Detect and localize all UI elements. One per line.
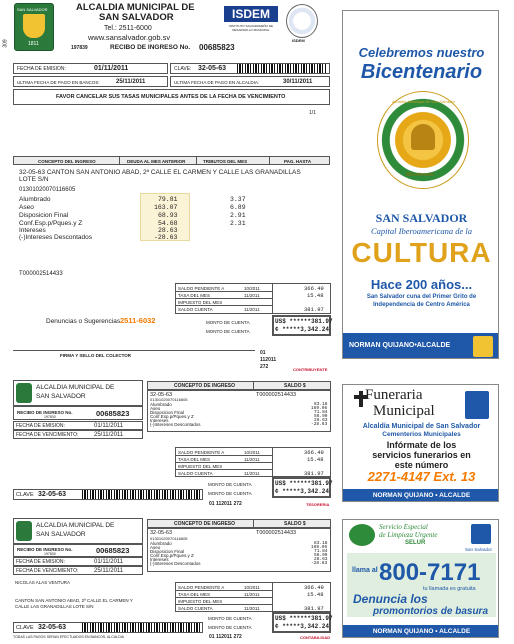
stub-monto-box: US$ ******381.97 ¢ *****3,342.24 — [272, 477, 331, 498]
stub-monto-label-2: MONTO DE CUENTA — [208, 491, 252, 496]
stub-key-box: CLAVE 32-05-63 — [13, 622, 203, 633]
office-pay-date-box: ULTIMA FECHA DE PAGO EN ALCALDIA: 30/11/2011 — [170, 76, 330, 87]
bank-pay-date-box: ULTIMA FECHA DE PAGO EN BANCOS: 25/11/2011 — [13, 76, 168, 87]
ad-capital-line: Capital Iberoamericana de la — [371, 226, 472, 236]
monto-box: US$ ******381.97 ¢ *****3,342.24 — [272, 315, 331, 336]
receipt-number: 00685823 — [199, 43, 235, 52]
ad-phone: 2271-4147 Ext. 13 — [367, 469, 476, 484]
header-phone: Tel.: 2511-6000 — [104, 25, 152, 32]
side-label: 309 — [2, 39, 9, 48]
ad-free-note: tu llamada es gratuita — [423, 586, 476, 592]
stub-barcode — [82, 490, 200, 499]
stamp-line-2: 112011 — [260, 357, 277, 363]
summary-box: SALDO PENDIENTE A 10/2011 366.49 TASA DEL MES 11/2011 15.48 IMPUESTO DEL MES SALDO CUENTA 11/2011 381.97 — [175, 283, 331, 314]
ad-cradle-line1: San Salvador cuna del Primer Grito de — [366, 294, 477, 300]
complaints-number: 2511-6032 — [120, 316, 156, 325]
complaints-label: Denuncias o Sugerencias — [46, 318, 121, 325]
stub-key-box: CLAVE 32-05-63 — [13, 489, 203, 500]
stub-concept-header: CONCEPTO DE INGRESO SALDO $ — [147, 519, 331, 528]
stub-emission-box: FECHA DE EMISION: 01/11/2011 — [13, 557, 143, 566]
ad-title-line2: Municipal — [373, 403, 435, 419]
ad-subtitle-line1: Alcaldía Municipal de San Salvador — [362, 423, 481, 430]
monto-label-2: MONTO DE CUENTA — [206, 329, 250, 334]
national-seal-logo — [286, 4, 318, 38]
ad-call-label: llama al — [352, 567, 378, 574]
header-barcode — [237, 64, 327, 73]
stub-stamp-line: 01 112011 272 — [209, 634, 242, 640]
ad-service-line1: Servicio Especial — [379, 523, 428, 531]
copy-label: CONTABILIDAD — [300, 635, 331, 640]
ref-number: 197839 — [71, 45, 88, 51]
owner-name: NICOLAS ALAS VENTURA — [15, 580, 71, 585]
header-title-line2: SAN SALVADOR — [99, 12, 174, 23]
isdem-logo: ISDEM INSTITUTO SALVADOREÑO DE DESARROLLO MUNICIPAL — [222, 6, 280, 34]
bicentenario-medal: Alcaldía Municipal de San Salvador Bicentenario — [377, 91, 469, 189]
ad-info-line3: este número — [394, 460, 449, 470]
concept-row: (-)Intereses Descontados — [19, 234, 92, 241]
stub-summary-box: SALDO PENDIENTE A 10/2011 366.49 TASA DEL MES 11/2011 15.48 IMPUESTO DEL MES SALDO CUENTA 11/2011 381.97 — [175, 582, 331, 612]
key-box: CLAVE: 32-05-63 — [170, 63, 330, 74]
ad-subtitle-line2: Cementerios Municipales — [382, 431, 461, 438]
signature-label: FIRMA Y SELLO DEL COLECTOR — [60, 353, 132, 358]
stub-due-box: FECHA DE VENCIMIENTO: 25/11/2011 — [13, 566, 143, 575]
stub-header-box: ALCALDIA MUNICIPAL DE SAN SALVADOR — [13, 518, 143, 544]
stamp-line-1: 01 — [260, 350, 266, 356]
stub-header-box: ALCALDIA MUNICIPAL DE SAN SALVADOR — [13, 380, 143, 406]
ad-culture: CULTURA — [351, 237, 492, 268]
stub-stamp-line: 01 112011 272 — [209, 501, 242, 507]
municipal-seal-icon — [471, 524, 491, 544]
stub-receipt-box: RECIBO DE INGRESO No. 197830 00685823 — [13, 406, 143, 420]
selur-logo — [349, 524, 375, 546]
ad-years: Hace 200 años... — [370, 277, 473, 292]
ad-service-line2: de Limpieza Urgente — [379, 531, 438, 539]
header-title-line1: ALCALDIA MUNICIPAL DE — [76, 2, 195, 13]
stub-summary-box: SALDO PENDIENTE A 10/2011 366.49 TASA DEL MES 11/2011 15.48 IMPUESTO DEL MES SALDO CUENTA 11/2011 381.97 — [175, 447, 331, 477]
ad-footer-bar: NORMAN QUIJANO • ALCALDE — [343, 625, 499, 638]
ad-footer-bar: NORMAN QUIJANO • ALCALDE — [343, 489, 499, 502]
receipt-label: RECIBO DE INGRESO No. — [110, 44, 191, 51]
cross-icon — [359, 391, 363, 407]
ad-title-line1: Funeraria — [365, 387, 423, 403]
barcode-number: T000002514433 — [19, 271, 63, 277]
concept-row: Disposicion Final — [19, 212, 69, 219]
owner-address-2: CALLE LAS GRANADILLAS LOTE S/N — [15, 604, 94, 609]
stub-emission-box: FECHA DE EMISION: 01/11/2011 — [13, 421, 143, 430]
header-website: www.sansalvador.gob.sv — [88, 33, 171, 42]
stub-due-box: FECHA DE VENCIMIENTO: 25/11/2011 — [13, 430, 143, 439]
owner-address-1: CANTON SAN ANTONIO ABAD, 2ª CALLE EL CARMEN Y — [15, 598, 133, 603]
ad-report-line2: promontorios de basura — [373, 606, 489, 617]
ad-brand: San Salvador — [465, 547, 493, 552]
copy-label: TESORERIA — [306, 502, 330, 507]
municipal-seal-icon — [465, 391, 489, 419]
ad-headline-line1: Celebremos nuestro — [358, 45, 485, 60]
concept-row: Intereses — [19, 227, 46, 234]
ad-headline-line2: Bicentenario — [360, 61, 483, 83]
ad-report-line1: Denuncia los — [353, 592, 428, 606]
isdem-seal-label: ISDEM — [292, 38, 305, 43]
concept-row: Aseo — [19, 204, 34, 211]
concept-row: Conf.Esp.p/Pques.y Z — [19, 220, 83, 227]
stub-monto-label-2: MONTO DE CUENTA — [208, 625, 252, 630]
municipal-seal-logo: SAN SALVADOR 1811 — [14, 3, 54, 51]
ad-phone: 800-7171 — [379, 559, 481, 586]
ad-info-line2: servicios funerarios en — [372, 450, 471, 460]
notice-box: FAVOR CANCELAR SUS TASAS MUNICIPALES ANTES DE LA FECHA DE VENCIMIENTO — [13, 89, 330, 105]
stub-concept-body: 32-05-63 01301020070116605 Alumbrado Aseo Disposicion Final Conf.Esp.p/Pques.y Z Intereses (-)Intereses Descontados T000002514433 83.18 169.96 71.84 56.99 28.63 -28.63 — [147, 390, 331, 432]
signature-line — [13, 350, 255, 351]
property-line-2: LOTE S/N — [19, 176, 49, 183]
ad-footer-bar: NORMAN QUIJANO•ALCALDE — [343, 333, 499, 359]
property-line-1: 32-05-63 CANTON SAN ANTONIO ABAD, 2ª CALLE EL CARMEN Y CALLE LAS GRANADILLAS — [19, 169, 301, 176]
municipal-seal-icon — [16, 383, 32, 403]
bell-icon — [411, 124, 435, 150]
stamp-line-3: 272 — [260, 364, 269, 370]
ad-selur: SELUR — [405, 540, 426, 546]
emission-date-box: FECHA DE EMISION: 01/11/2011 — [13, 63, 168, 74]
account-code: 01301020070116605 — [19, 187, 76, 193]
stub-concept-body: 32-05-63 01301020070116605 Alumbrado Aseo Disposicion Final Conf.Esp.p/Pques.y Z Intereses (-)Intereses Descontados T000002514433 83.18 169.96 71.84 56.99 28.63 -28.63 — [147, 528, 331, 572]
municipal-seal-icon — [473, 336, 493, 357]
contribuyente-label: CONTRIBUYENTE — [293, 367, 328, 372]
ad-city: SAN SALVADOR — [375, 211, 468, 225]
footer-fine-print: TODAS LAS PAGOS SERAN EFECTUADOS EN BANCOS, ALCALDIA — [13, 635, 124, 639]
monto-label-1: MONTO DE CUENTA — [206, 320, 250, 325]
funeraria-ad — [342, 384, 499, 502]
stub-monto-label-1: MONTO DE CUENTA — [208, 616, 252, 621]
selur-ad — [342, 519, 499, 638]
page-indicator: 1/1 — [309, 110, 316, 116]
ad-info-line1: Infórmate de los — [386, 440, 457, 450]
stub-monto-label-1: MONTO DE CUENTA — [208, 482, 252, 487]
ad-cradle-line2: Independencia de Centro América — [373, 302, 470, 308]
stub-receipt-box: RECIBO DE INGRESO No. 197830 00685823 — [13, 544, 143, 557]
municipal-seal-icon — [16, 521, 32, 541]
stub-concept-header: CONCEPTO DE INGRESO SALDO $ — [147, 381, 331, 390]
concept-row: Alumbrado — [19, 196, 51, 203]
bicentenario-ad — [342, 10, 499, 359]
concepts-table-header: CONCEPTO DEL INGRESO DEUDA AL MES ANTERIOR TRIBUTOS DEL MES PAG. HASTA — [13, 156, 330, 165]
stub-barcode — [82, 623, 200, 632]
stub-monto-box: US$ ******381.97 ¢ *****3,342.24 — [272, 612, 331, 633]
